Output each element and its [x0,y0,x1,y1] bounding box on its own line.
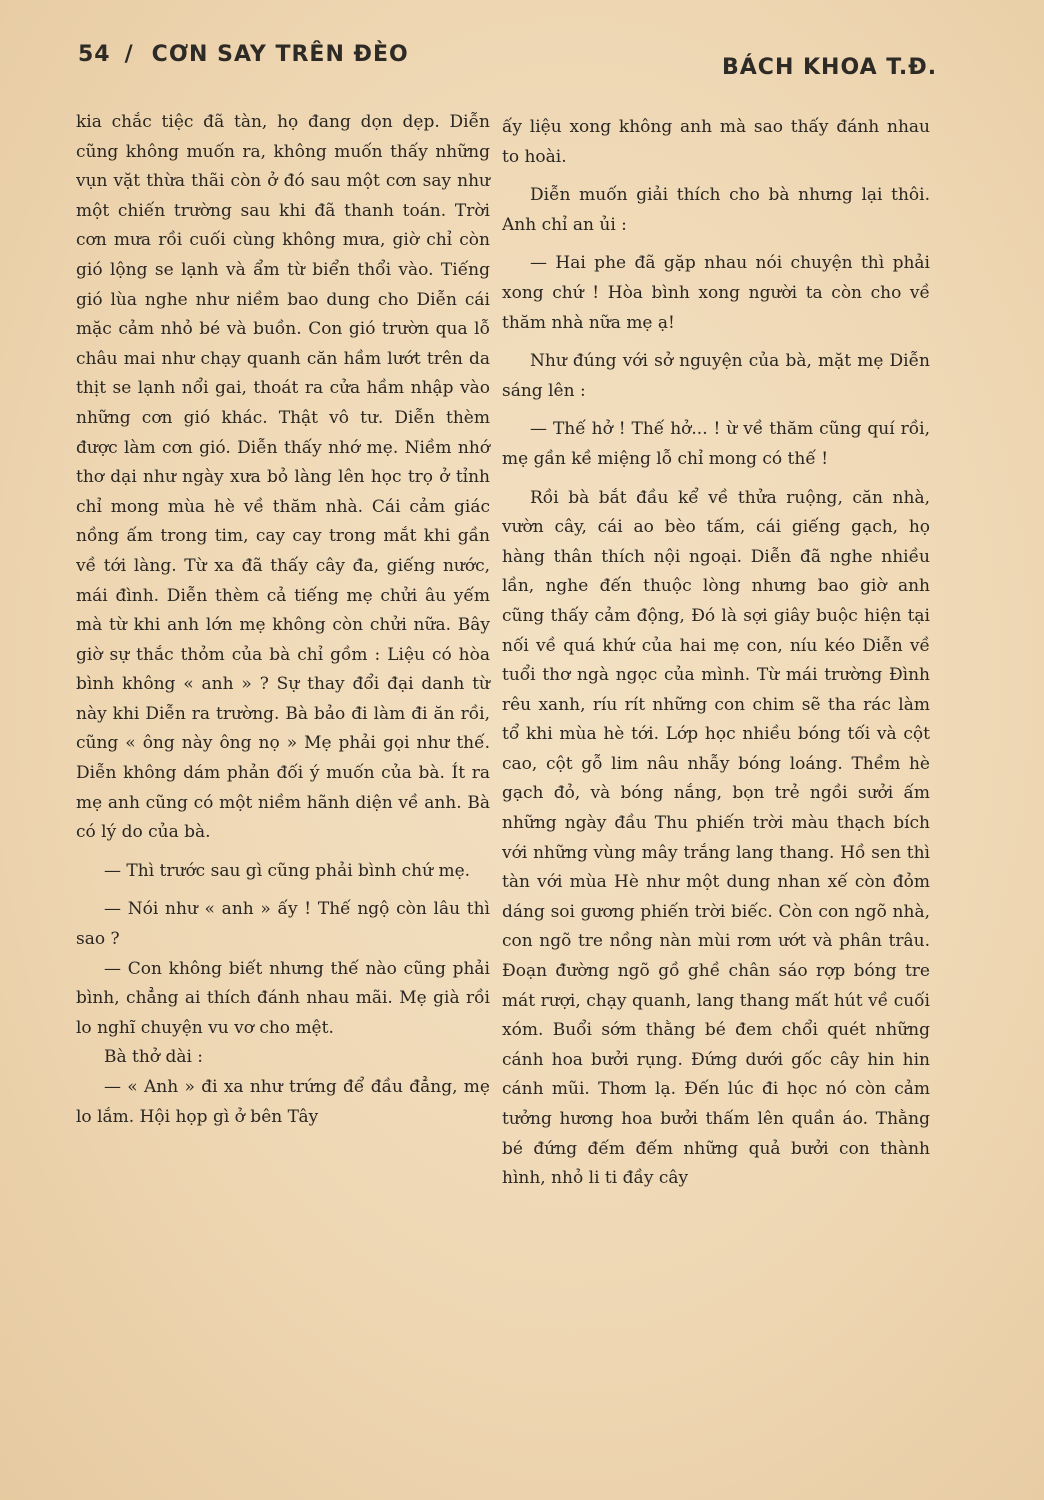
paragraph: — Thế hở ! Thế hở... ! ừ về thăm cũng quí rồi, mẹ gần kề miệng lỗ chỉ mong có thế ! [502,419,930,469]
left-column [76,108,490,1132]
paragraph: — Hai phe đã gặp nhau nói chuyện thì phải xong chứ ! Hòa bình xong người ta còn cho về thăm nhà nữa mẹ ạ! [502,253,930,333]
paragraph: Diễn muốn giải thích cho bà nhưng lại thôi. Anh chỉ an ủi : [502,185,930,235]
paragraph: ấy liệu xong không anh mà sao thấy đánh nhau to hoài. [502,117,930,167]
right-column [502,113,930,1194]
publication-name: BÁCH KHOA T.Đ. [722,55,938,80]
section-title: CƠN SAY TRÊN ĐÈO [151,42,409,67]
page-number: 54 [78,42,111,67]
paragraph: Bà thở dài : [104,1047,204,1068]
paragraph: — Nói như « anh » ấy ! Thế ngộ còn lâu thì sao ? [76,899,490,950]
paragraph: — « Anh » đi xa như trứng để đầu đẳng, mẹ lo lắm. Hội họp gì ở bên Tây [76,1077,490,1127]
paragraph: Rồi bà bắt đầu kể về thửa ruộng, căn nhà, vườn cây, cái ao bèo tấm, cái giếng gạch, họ hàng thân thích nội ngoại. Diễn đã nghe nhiều lần, nghe đến thuộc lòng nhưng bao giờ anh cũng thấy cảm động, Đó là sợi giây buộc hiện tại nối về quá khứ của hai mẹ con, níu kéo Diễn về tuổi thơ ngà ngọc của mình. Từ mái trường Đình rêu xanh, ríu rít những con chim sẽ tha rác làm tổ khi mùa hè tới. Lớp học nhiều bóng tối và cột cao, cột gỗ lim nâu nhẫy bóng loáng. Thềm hè gạch đỏ, và bóng nắng, bọn trẻ ngồi sưởi ấm những ngày đầu Thu phiến trời màu thạch bích với những vùng mây trắng lang thang. Hồ sen thì tàn với mùa Hè như một dung nhan xế còn đỏm dáng soi gương phiến trời biếc. Còn con ngõ nhà, con ngõ tre nồng nàn mùi rơm ướt và phân trâu. Đoạn đường ngõ gồ ghề chân sáo rợp bóng tre mát rượi, chạy quanh, lang thang mất hút về cuối xóm. Buổi sớm thằng bé đem chổi quét những cánh hoa bưởi rụng. Đứng dưới gốc cây hin hin cánh mũi. Thơm lạ. Đến lúc đi học nó còn cảm tưởng hương hoa bưởi thấm lên quần áo. Thằng bé đứng đếm đếm những quả bưởi con thành hình, nhỏ li ti đầy cây [502,487,930,1189]
running-header [78,42,409,67]
paragraph: kia chắc tiệc đã tàn, họ đang dọn dẹp. Diễn cũng không muốn ra, không muốn thấy những vụn vặt thừa thãi còn ở đó sau một cơn say như một chiến trường sau khi đã thanh toán. Trời cơn mưa rồi cuối cùng không mưa, giờ chỉ còn gió lộng se lạnh và ẩm từ biển thổi vào. Tiếng gió lùa nghe như niềm bao dung cho Diễn cái mặc cảm nhỏ bé và buồn. Con gió trườn qua lỗ châu mai như chạy quanh căn hầm lướt trên da thịt se lạnh nổi gai, thoát ra cửa hầm nhập vào những cơn gió khác. Thật vô tư. Diễn thèm được làm cơn gió. Diễn thấy nhớ mẹ. Niềm nhớ thơ dại như ngày xưa bỏ làng lên học trọ ở tỉnh chỉ mong mùa hè về thăm nhà. Cái cảm giác nồng ấm trong tim, cay cay trong mắt khi gần về tới làng. Từ xa đã thấy cây đa, giếng nước, mái đình. Diễn thèm cả tiếng mẹ chửi âu yếm mà từ khi anh lớn mẹ không còn chửi nữa. Bây giờ sự thắc thỏm của bà chỉ gồm : Liệu có hòa bình không « anh » ? Sự thay đổi đại danh từ này khi Diễn ra trường. Bà bảo đi làm đi ăn rồi, cũng « ông này ông nọ » Mẹ phải gọi như thế. Diễn không dám phản đối ý muốn của bà. Ít ra mẹ anh cũng có một niềm hãnh diện về anh. Bà có lý do của bà. [76,112,490,843]
paragraph: — Thì trước sau gì cũng phải bình chứ mẹ. [104,860,471,881]
paragraph: Như đúng với sở nguyện của bà, mặt mẹ Diễn sáng lên : [502,351,930,401]
header-separator: / [124,42,134,67]
paragraph: — Con không biết nhưng thế nào cũng phải bình, chẳng ai thích đánh nhau mãi. Mẹ già rồi lo nghĩ chuyện vu vơ cho mệt. [76,958,490,1038]
